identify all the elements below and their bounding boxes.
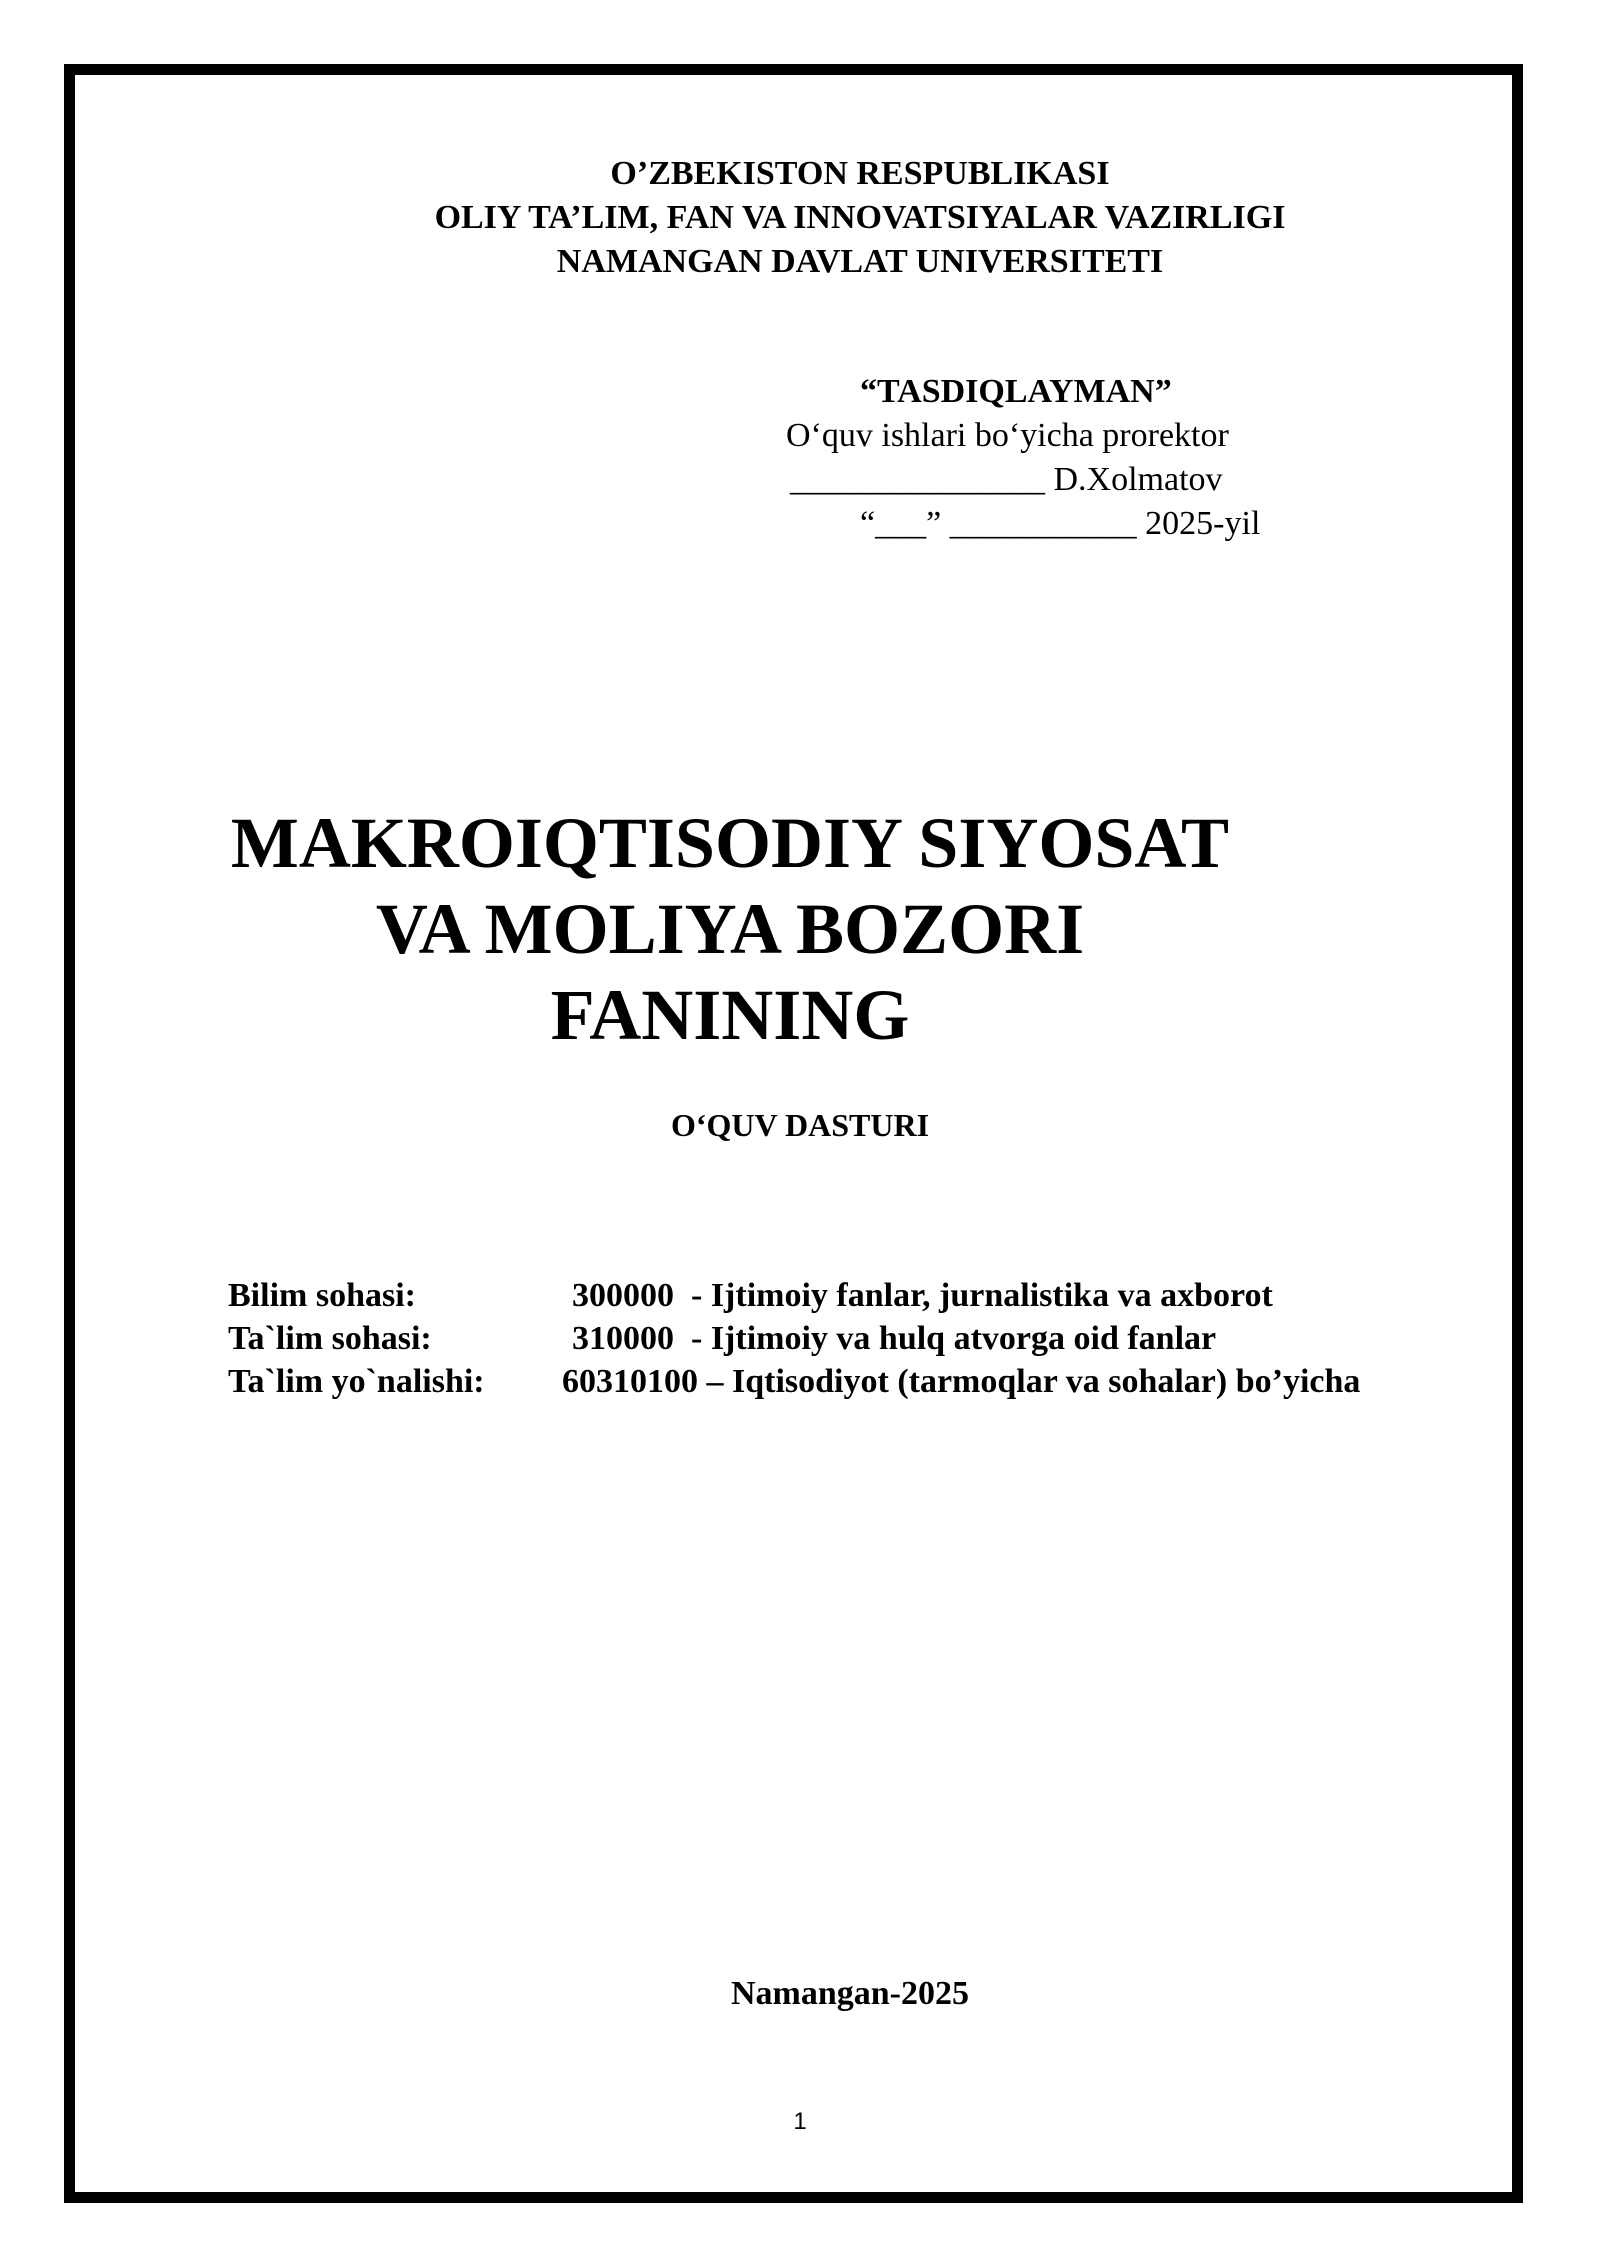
header-ministry: OLIY TA’LIM, FAN VA INNOVATSIYALAR VAZIRLIGI	[434, 199, 1286, 236]
info-value: 300000 - Ijtimoiy fanlar, jurnalistika va axborot	[572, 1277, 1273, 1314]
header-university: NAMANGAN DAVLAT UNIVERSITETI	[556, 243, 1164, 280]
info-row	[228, 1317, 1488, 1360]
info-row	[228, 1360, 1488, 1403]
info-value: 60310100 – Iqtisodiyot (tarmoqlar va sohalar) bo’yicha	[562, 1363, 1361, 1400]
info-value: 310000 - Ijtimoiy va hulq atvorga oid fanlar	[572, 1320, 1217, 1357]
title-line-1: MAKROIQTISODIY SIYOSAT	[230, 803, 1230, 883]
title-line-2: VA MOLIYA BOZORI	[375, 889, 1085, 969]
info-row	[228, 1274, 1488, 1317]
info-label: Ta`lim sohasi:	[228, 1320, 432, 1357]
document-header	[240, 152, 1480, 284]
info-label: Ta`lim yo`nalishi:	[228, 1363, 485, 1400]
approval-role: O‘quv ishlari bo‘yicha prorektor	[786, 417, 1229, 454]
document-title	[150, 800, 1450, 1058]
approval-date: “___” ___________ 2025-yil	[860, 505, 1261, 542]
header-country: O’ZBEKISTON RESPUBLIKASI	[610, 155, 1110, 192]
page-number: 1	[793, 2108, 807, 2135]
document-subtitle: O‘QUV DASTURI	[670, 1107, 930, 1143]
footer-city-year: Namangan-2025	[730, 1975, 970, 2012]
approval-title: “TASDIQLAYMAN”	[860, 373, 1172, 410]
title-line-3: FANINING	[550, 975, 910, 1055]
info-label: Bilim sohasi:	[228, 1277, 416, 1314]
approval-block	[720, 370, 1360, 546]
field-info-block	[228, 1274, 1488, 1403]
approval-signature: _______________ D.Xolmatov	[790, 461, 1223, 498]
